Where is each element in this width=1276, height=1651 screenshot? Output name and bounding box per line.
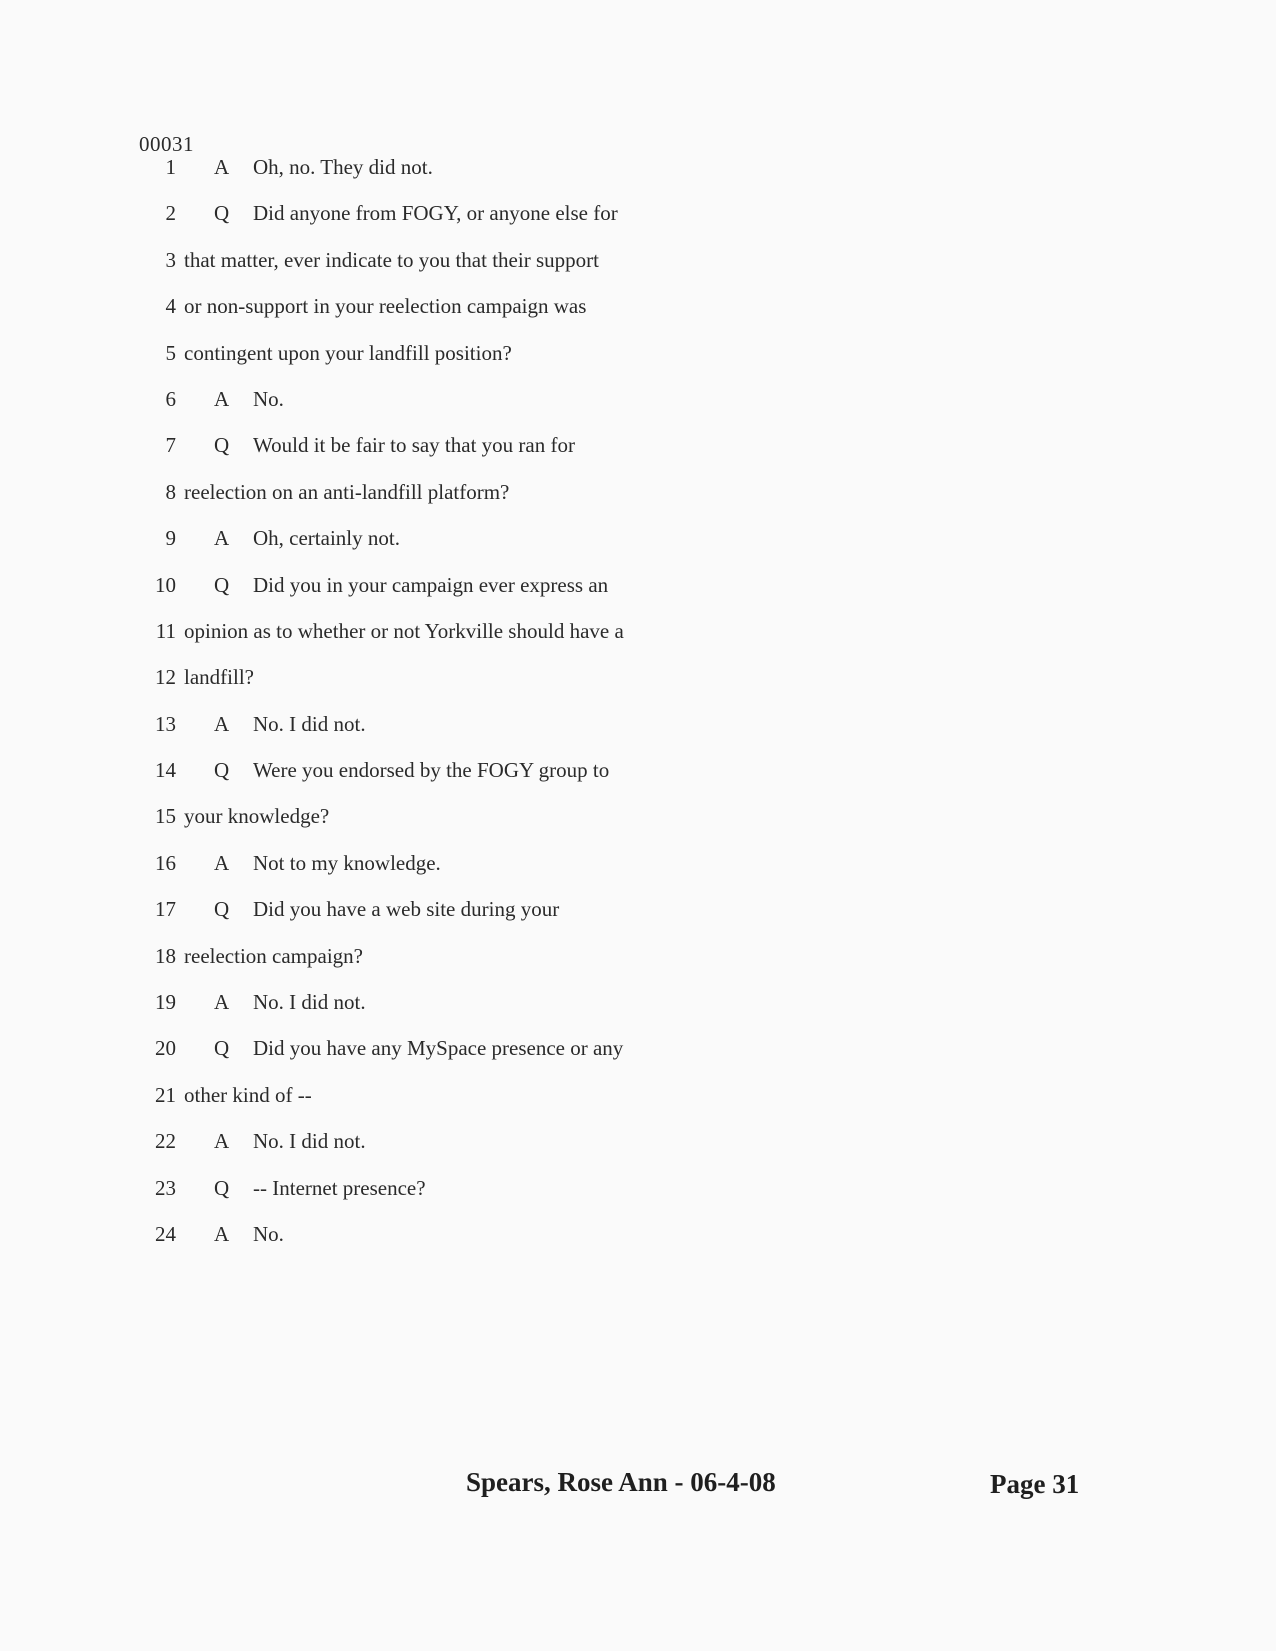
line-number: 17: [155, 897, 176, 922]
line-number: 19: [155, 990, 176, 1015]
line-number: 21: [155, 1082, 176, 1107]
line-number: 4: [165, 294, 176, 319]
line-number: 13: [155, 711, 176, 736]
speaker-label: A: [214, 850, 230, 875]
transcript-line: [0, 247, 800, 293]
line-text: reelection campaign?: [184, 943, 363, 968]
transcript-line: [0, 479, 800, 525]
speaker-label: A: [214, 386, 230, 411]
transcript-line: [0, 154, 800, 200]
transcript-line: [0, 803, 800, 849]
speaker-label: A: [214, 1129, 230, 1154]
line-text: that matter, ever indicate to you that their support: [184, 247, 599, 272]
transcript-line: [0, 896, 800, 942]
transcript-line: [0, 1221, 800, 1267]
line-number: 6: [165, 386, 176, 411]
speaker-label: Q: [214, 572, 230, 597]
speaker-label: Q: [214, 1175, 230, 1200]
transcript-line: [0, 572, 800, 618]
line-text: No. I did not.: [253, 1129, 366, 1154]
line-text: Did you have a web site during your: [253, 897, 560, 922]
line-number: 7: [165, 433, 176, 458]
line-number: 16: [155, 850, 176, 875]
line-text: Would it be fair to say that you ran for: [253, 433, 575, 458]
speaker-label: Q: [214, 201, 230, 226]
line-text: your knowledge?: [184, 804, 330, 829]
transcript-line: [0, 1175, 800, 1221]
line-text: reelection on an anti-landfill platform?: [184, 479, 510, 504]
footer-case-label: Spears, Rose Ann - 06-4-08: [466, 1467, 776, 1497]
line-number: 5: [165, 340, 176, 365]
speaker-label: A: [214, 1221, 230, 1246]
line-number: 11: [155, 618, 176, 643]
line-text: Oh, certainly not.: [253, 526, 400, 551]
line-number: 10: [155, 572, 176, 597]
line-text: Did you in your campaign ever express an: [253, 572, 609, 597]
speaker-label: Q: [214, 758, 230, 783]
line-number: 22: [155, 1129, 176, 1154]
transcript-line: [0, 525, 800, 571]
line-number: 12: [155, 665, 176, 690]
transcript-page-number: 00031: [139, 132, 194, 156]
line-text: No. I did not.: [253, 990, 366, 1015]
speaker-label: A: [214, 155, 230, 179]
line-number: 9: [165, 526, 176, 551]
line-text: other kind of --: [184, 1082, 312, 1107]
line-text: Did you have any MySpace presence or any: [253, 1036, 624, 1061]
line-number: 3: [165, 247, 176, 272]
transcript-line: [0, 200, 800, 246]
speaker-label: Q: [214, 433, 230, 458]
line-text: or non-support in your reelection campaign was: [184, 294, 587, 319]
line-text: Were you endorsed by the FOGY group to: [253, 758, 610, 783]
speaker-label: Q: [214, 1036, 230, 1061]
transcript-line: [0, 432, 800, 478]
speaker-label: A: [214, 526, 230, 551]
line-text: landfill?: [184, 665, 254, 690]
speaker-label: Q: [214, 897, 230, 922]
line-text: No.: [253, 1221, 284, 1246]
transcript-line: [0, 386, 800, 432]
line-number: 1: [165, 155, 176, 179]
line-text: Oh, no. They did not.: [253, 155, 433, 179]
line-text: opinion as to whether or not Yorkville should have a: [184, 618, 624, 643]
transcript-line: [0, 850, 800, 896]
footer-page-label: Page 31: [990, 1469, 1080, 1499]
line-number: 15: [155, 804, 176, 829]
transcript-line: [0, 340, 800, 386]
transcript-line: [0, 1082, 800, 1128]
speaker-label: A: [214, 990, 230, 1015]
line-number: 8: [165, 479, 176, 504]
transcript-line: [0, 618, 800, 664]
line-text: -- Internet presence?: [253, 1175, 426, 1200]
speaker-label: A: [214, 711, 230, 736]
line-text: Not to my knowledge.: [253, 850, 441, 875]
line-number: 23: [155, 1175, 176, 1200]
transcript-line: [0, 711, 800, 757]
line-number: 14: [155, 758, 176, 783]
transcript-line: [0, 664, 800, 710]
transcript-line: [0, 943, 800, 989]
line-number: 24: [155, 1221, 176, 1246]
transcript-line: [0, 293, 800, 339]
transcript-lines: [0, 154, 800, 1267]
line-text: No. I did not.: [253, 711, 366, 736]
line-text: No.: [253, 386, 284, 411]
transcript-line: [0, 1035, 800, 1081]
line-number: 18: [155, 943, 176, 968]
line-number: 2: [165, 201, 176, 226]
transcript-line: [0, 1128, 800, 1174]
transcript-line: [0, 757, 800, 803]
line-text: contingent upon your landfill position?: [184, 340, 512, 365]
line-number: 20: [155, 1036, 176, 1061]
transcript-line: [0, 989, 800, 1035]
line-text: Did anyone from FOGY, or anyone else for: [253, 201, 618, 226]
